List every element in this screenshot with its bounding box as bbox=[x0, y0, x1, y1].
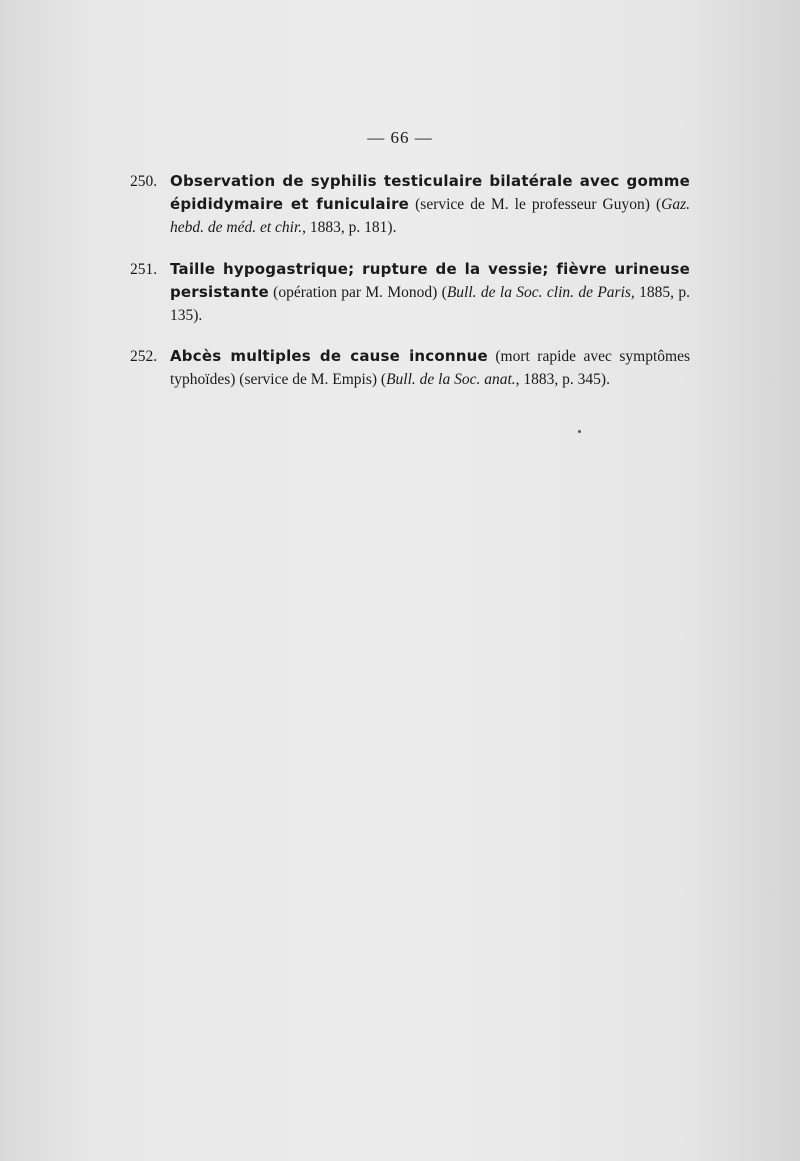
entry-text: (service de M. le professeur Guyon) ( bbox=[409, 196, 662, 213]
bibliography-entry-251 bbox=[130, 258, 690, 327]
entry-source: Bull. de la Soc. anat. bbox=[386, 371, 516, 388]
entry-number: 251. bbox=[130, 261, 158, 278]
bibliography-entry-252 bbox=[130, 345, 690, 391]
entry-tail: 1885, p. 135). bbox=[170, 284, 691, 324]
page-number: — 66 — bbox=[367, 128, 433, 147]
entry-title: Observation de syphilis testiculaire bilatérale avec gomme épididymaire et funiculaire bbox=[170, 172, 690, 213]
bibliography-entry-250 bbox=[130, 170, 690, 239]
entry-body bbox=[170, 345, 690, 391]
entry-number: 252. bbox=[130, 348, 158, 365]
entry-tail: , 1883, p. 181). bbox=[302, 219, 397, 236]
entry-body bbox=[170, 258, 690, 327]
ink-speck bbox=[578, 430, 581, 433]
entry-text: (opération par M. Monod) ( bbox=[268, 284, 447, 301]
entry-body bbox=[170, 170, 690, 239]
entry-title: Abcès multiples de cause inconnue bbox=[170, 347, 488, 365]
entry-source: Bull. de la Soc. clin. de Paris, bbox=[446, 284, 635, 301]
entry-title: Taille hypogastrique; rupture de la vessie; fièvre urineuse persistante bbox=[170, 260, 690, 301]
entry-source: Gaz. hebd. de méd. et chir. bbox=[170, 196, 690, 236]
entry-text: (mort rapide avec symptômes typhoïdes) (service de M. Empis) ( bbox=[170, 348, 690, 388]
entry-tail: , 1883, p. 345). bbox=[515, 371, 610, 388]
entry-number: 250. bbox=[130, 173, 158, 190]
